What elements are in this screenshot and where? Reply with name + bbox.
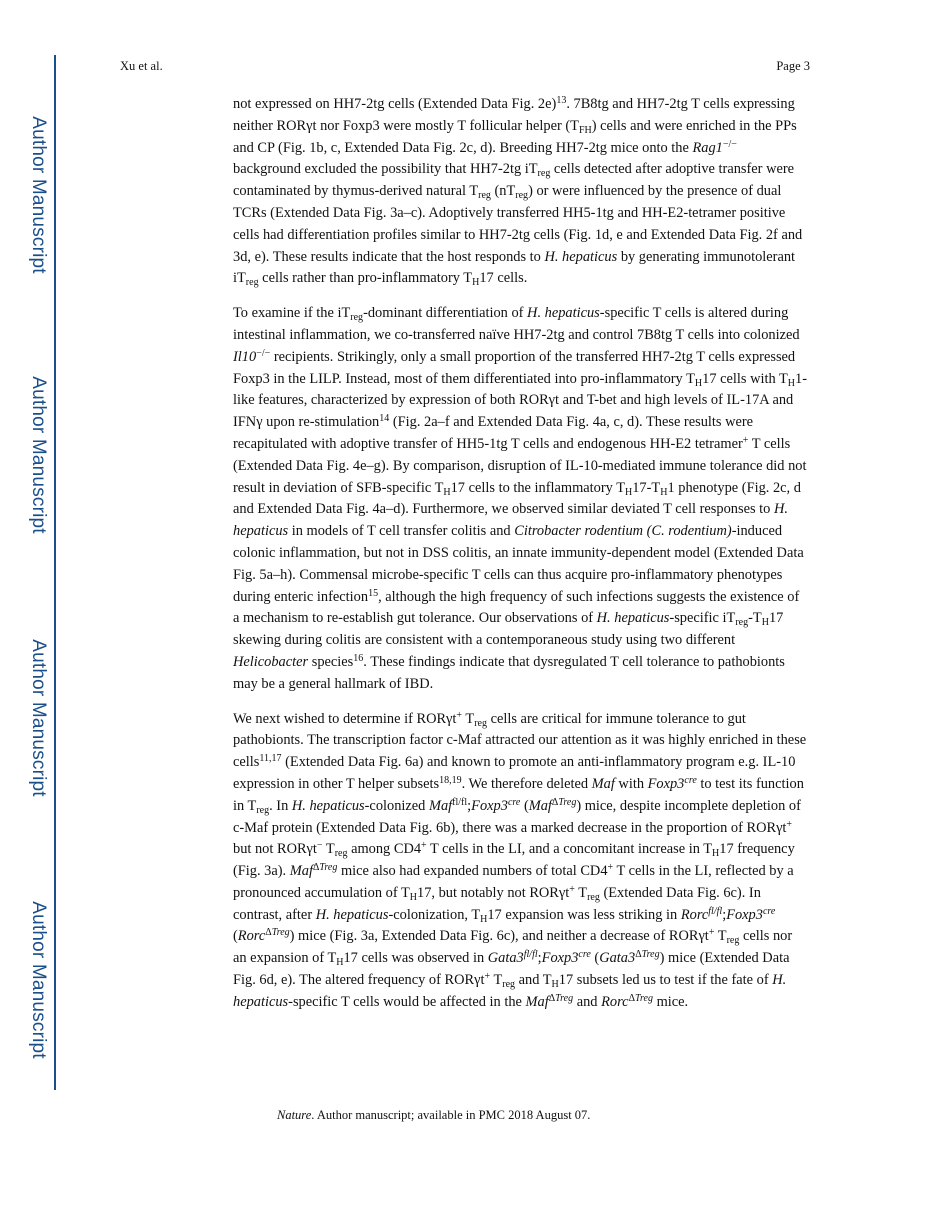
paragraph: To examine if the $iT_{reg}$-dominant differentiation of H. hepaticus-specific T cells is altered during intestinal inflammation, we co-transferred naïve HH7-2tg and control 7B8tg T cells into colonized Il10−/− recipients. Strikingly, only a small proportion of the transferred HH7-2tg T cells expressed Foxp3 in the LILP. Instead, most of them differentiated into pro-inflammatory $T_H17$ cells with $T_H1$-like features, characterized by expression of both RORγt and T-bet and high levels of IL-17A and IFNγ upon re-stimulation$^{14}$ (Fig. 2a–f and Extended Data Fig. 4a, c, d). These results were recapitulated with adoptive transfer of HH5-1tg T cells and endogenous HH-E2 tetramer+ T cells (Extended Data Fig. 4e–g). By comparison, disruption of IL-10-mediated immune tolerance did not result in deviation of SFB-specific $T_H17$ cells to the inflammatory $T_H17-T_H1$ phenotype (Fig. 2c, d and Extended Data Fig. 4a–d). Furthermore, we observed similar deviated T cell responses to H. hepaticus in models of T cell transfer colitis and Citrobacter rodentium (C. rodentium)-induced colonic inflammation, but not in DSS colitis, an innate immunity-dependent model (Extended Data Fig. 5a–h). Commensal microbe-specific T cells can thus acquire pro-inflammatory phenotypes during enteric infection$^{15}$, although the high frequency of such infections suggests the existence of a mechanism to re-establish gut tolerance. Our observations of H. hepaticus-specific $iT_{reg}-T_H17$ skewing during colitis are consistent with a contemporaneous study using two different Helicobacter species$^{16}$. These findings indicate that dysregulated T cell tolerance to pathobionts may be a general hallmark of IBD. <box>233 305 808 692</box>
paragraph: not expressed on HH7-2tg cells (Extended Data Fig. 2e)$^{13}$. 7B8tg and HH7-2tg T cells expressing neither RORγt nor Foxp3 were mostly T follicular helper $(T_{FH})$ cells and were enriched in the PPs and CP (Fig. 1b, c, Extended Data Fig. 2c, d). Breeding HH7-2tg mice onto the Rag1−/− background excluded the possibility that HH7-2tg $iT_{reg}$ cells detected after adoptive transfer were contaminated by thymus-derived natural $T_{reg}$ $(nT_{reg})$ or were influenced by the presence of dual TCRs (Extended Data Fig. 3a–c). Adoptively transferred HH5-1tg and HH-E2-tetramer positive cells had differentiation profiles similar to HH7-2tg cells (Fig. 1d, e and Extended Data Fig. 2f and 3d, e). These results indicate that the host responds to H. hepaticus by generating immunotolerant $iT_{reg}$ cells rather than pro-inflammatory $T_H17$ cells. <box>233 95 803 289</box>
running-head-author: Xu et al. <box>120 59 163 73</box>
footer-note: . Author manuscript; available in PMC 2018 August 07. <box>311 1108 591 1122</box>
footer-citation <box>277 1108 590 1123</box>
paragraph: We next wished to determine if RORγt+ $T_{reg}$ cells are critical for immune tolerance to gut pathobionts. The transcription factor c-Maf attracted our attention as it was highly enriched in these cells$^{11,17}$ (Extended Data Fig. 6a) and known to promote an anti-inflammatory program e.g. IL-10 expression in other T helper subsets$^{18,19}$. We therefore deleted Maf with $Foxp3^{cre}$ to test its function in $T_{reg}$. In H. hepaticus-colonized $Maf^{fl/fl};Foxp3^{cre}$ (Maf$^{\Delta Treg}$) mice, despite incomplete depletion of c-Maf protein (Extended Data Fig. 6b), there was a marked decrease in the proportion of RORγt+ but not RORγt− $T_{reg}$ among CD4+ T cells in the LI, and a concomitant increase in $T_H17$ frequency (Fig. 3a). Maf$^{\Delta Treg}$ mice also had expanded numbers of total CD4+ T cells in the LI, reflected by a pronounced accumulation of $T_H17$, but notably not RORγt+ $T_{reg}$ (Extended Data Fig. 6c). In contrast, after H. hepaticus-colonization, $T_H17$ expansion was less striking in $Rorc^{fl/fl};Foxp3^{cre}$ (Rorc$^{\Delta Treg}$) mice (Fig. 3a, Extended Data Fig. 6c), and neither a decrease of RORγt+ $T_{reg}$ cells nor an expansion of $T_H17$ cells was observed in $Gata3^{fl/fl};Foxp3^{cre}$ $(Gata3^{\Delta Treg})$ mice (Extended Data Fig. 6d, e). The altered frequency of RORγt+ $T_{reg}$ and $T_H17$ subsets led us to test if the fate of H. hepaticus-specific T cells would be affected in the Maf$^{\Delta Treg}$ and Rorc$^{\Delta Treg}$ mice. <box>233 709 807 1010</box>
sidebar-rule <box>54 55 56 1090</box>
page-number: Page 3 <box>776 59 810 73</box>
journal-name: Nature <box>277 1108 312 1122</box>
body-text <box>233 94 808 1027</box>
